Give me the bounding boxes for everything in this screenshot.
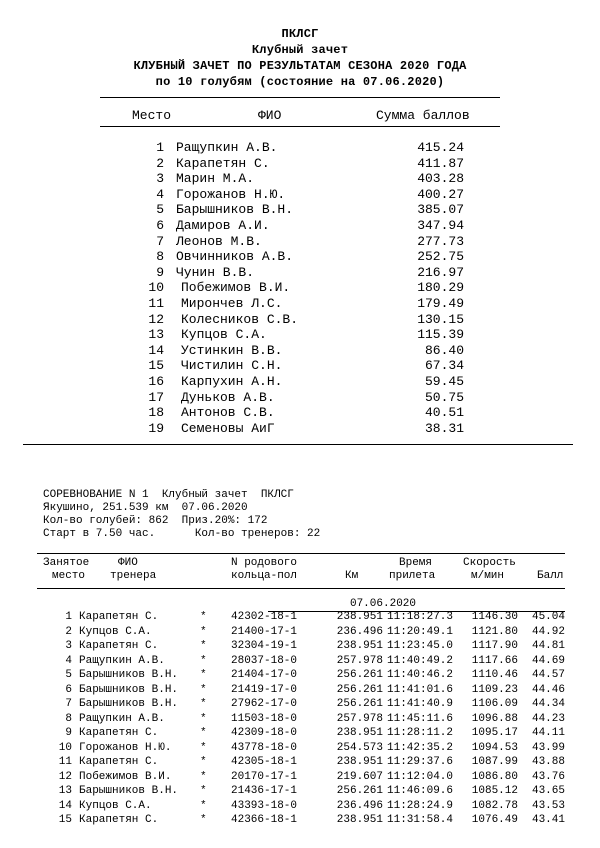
standings-score: 180.29 <box>417 280 464 296</box>
standings-place: 1 <box>156 140 164 155</box>
results-speed: 1085.12 <box>471 785 518 797</box>
results-header-speed-1: Скорость <box>463 557 516 569</box>
results-name: Побежимов В.И. <box>79 770 172 783</box>
standings-place: 17 <box>148 389 164 405</box>
standings-score: 179.49 <box>417 296 464 311</box>
report-subtitle-2: по 10 голубям (состояние на 07.06.2020) <box>155 75 445 89</box>
standings-score: 411.87 <box>417 155 464 171</box>
results-points: 44.23 <box>531 712 565 725</box>
results-points: 44.69 <box>531 654 565 667</box>
results-place: 4 <box>65 654 72 667</box>
org-title: ПКЛСГ <box>281 27 319 41</box>
results-ring: 27962-17-0 <box>231 698 298 710</box>
results-place: 10 <box>58 741 72 754</box>
results-name: Барышников В.Н. <box>79 683 179 696</box>
results-time: 11:42:35.2 <box>387 741 454 754</box>
standings-place: 3 <box>156 171 164 187</box>
standings-place: 15 <box>148 358 164 374</box>
standings-place: 18 <box>148 405 164 421</box>
standings-place: 14 <box>148 342 164 358</box>
results-mark: * <box>200 683 207 696</box>
results-header-ring-1: N родового <box>231 557 298 569</box>
results-mark: * <box>200 611 207 623</box>
results-km: 256.261 <box>336 785 383 797</box>
standings-place: 5 <box>156 202 164 218</box>
results-mark: * <box>200 698 207 710</box>
results-ring: 21404-17-0 <box>231 669 298 681</box>
standings-header-score: Сумма баллов <box>376 108 470 123</box>
standings-name: Леонов М.В. <box>176 233 262 249</box>
standings-score: 40.51 <box>424 405 464 421</box>
standings-score: 347.94 <box>417 218 464 233</box>
results-ring: 43778-18-0 <box>231 741 298 754</box>
standings-score: 59.45 <box>424 374 464 389</box>
results-time: 11:40:49.2 <box>387 654 454 667</box>
results-km: 219.607 <box>336 770 383 783</box>
results-speed: 1086.80 <box>471 770 518 783</box>
standings-header-rule <box>100 126 500 127</box>
results-name: Барышников В.Н. <box>79 785 179 797</box>
standings-place: 19 <box>148 420 164 436</box>
competition-start: Старт в 7.50 час. Кол-во тренеров: 22 <box>43 528 321 540</box>
results-speed: 1076.49 <box>471 814 518 826</box>
results-header-points: Балл <box>537 570 564 582</box>
standings-name: Антонов С.В. <box>181 405 275 421</box>
results-km: 257.978 <box>336 712 383 725</box>
results-place: 12 <box>58 770 72 783</box>
report-subtitle: Клубный зачет <box>251 43 349 57</box>
standings-name: Марин М.А. <box>176 171 255 187</box>
results-place: 8 <box>65 712 72 725</box>
results-km: 256.261 <box>336 669 383 681</box>
results-name: Горожанов Н.Ю. <box>79 741 172 754</box>
standings-name: Побежимов В.И. <box>181 280 291 296</box>
standings-score: 385.07 <box>417 202 464 218</box>
results-speed: 1096.88 <box>471 712 518 725</box>
results-points: 43.99 <box>531 741 565 754</box>
standings-place: 12 <box>148 311 164 327</box>
standings-top-rule <box>100 97 500 98</box>
results-time: 11:28:24.9 <box>387 799 454 812</box>
results-mark: * <box>200 770 207 783</box>
results-speed: 1117.66 <box>471 654 518 667</box>
standings-name: Карапетян С. <box>176 155 270 171</box>
results-name: Барышников В.Н. <box>79 669 179 681</box>
results-mark: * <box>200 640 207 652</box>
results-ring: 21436-17-1 <box>231 785 298 797</box>
standings-score: 216.97 <box>417 264 464 280</box>
competition-location: Якушино, 251.539 км 07.06.2020 <box>43 502 248 514</box>
results-km: 256.261 <box>336 698 383 710</box>
results-points: 45.04 <box>531 611 565 623</box>
standings-score: 115.39 <box>417 327 464 343</box>
standings-place: 13 <box>148 327 164 343</box>
standings-place: 8 <box>156 249 164 265</box>
standings-score: 38.31 <box>424 420 464 436</box>
results-ring: 21400-17-1 <box>231 625 298 638</box>
standings-name: Карпухин А.Н. <box>181 374 283 389</box>
results-header-place-2: место <box>52 570 86 582</box>
results-speed: 1117.90 <box>471 640 518 652</box>
results-speed: 1106.09 <box>471 698 518 710</box>
results-points: 44.34 <box>531 698 565 710</box>
results-name: Карапетян С. <box>79 727 159 739</box>
results-header-place-1: Занятое <box>43 557 90 569</box>
standings-name: Овчинников А.В. <box>176 249 294 265</box>
standings-place: 11 <box>148 296 164 311</box>
results-points: 44.57 <box>531 669 565 681</box>
results-time: 11:41:40.9 <box>387 698 454 710</box>
results-place: 13 <box>58 785 72 797</box>
standings-score: 67.34 <box>424 358 464 374</box>
results-mark: * <box>200 654 207 667</box>
results-name: Барышников В.Н. <box>79 698 179 710</box>
results-km: 257.978 <box>336 654 383 667</box>
results-place: 7 <box>65 698 72 710</box>
results-speed: 1110.46 <box>471 669 518 681</box>
results-date: 07.06.2020 <box>349 598 416 610</box>
results-points: 44.11 <box>531 727 565 739</box>
results-time: 11:41:01.6 <box>387 683 454 696</box>
results-points: 44.46 <box>531 683 565 696</box>
results-name: Ращупкин А.В. <box>79 654 165 667</box>
results-header-time-2: прилета <box>389 570 436 582</box>
results-name: Карапетян С. <box>79 756 159 768</box>
results-ring: 43393-18-0 <box>231 799 298 812</box>
results-header-name-1: ФИО <box>118 557 138 569</box>
results-speed: 1094.53 <box>471 741 518 754</box>
results-ring: 42302-18-1 <box>231 611 298 623</box>
results-time: 11:18:27.3 <box>387 611 454 623</box>
standings-score: 50.75 <box>424 389 464 405</box>
results-points: 43.41 <box>531 814 565 826</box>
results-km: 238.951 <box>336 814 383 826</box>
standings-place: 2 <box>156 155 164 171</box>
results-mark: * <box>200 712 207 725</box>
results-place: 9 <box>65 727 72 739</box>
results-name: Купцов С.А. <box>79 625 152 638</box>
standings-name: Горожанов Н.Ю. <box>176 186 286 202</box>
results-time: 11:45:11.6 <box>387 712 454 725</box>
results-mark: * <box>200 814 207 826</box>
standings-header-place: Место <box>132 108 172 123</box>
results-time: 11:40:46.2 <box>387 669 454 681</box>
results-km: 238.951 <box>336 756 383 768</box>
results-place: 3 <box>65 640 72 652</box>
results-top-rule <box>37 553 565 554</box>
standings-place: 9 <box>156 264 164 280</box>
standings-score: 252.75 <box>417 249 464 265</box>
standings-name: Чунин В.В. <box>176 264 255 280</box>
results-points: 44.92 <box>531 625 565 638</box>
results-ring: 32304-19-1 <box>231 640 298 652</box>
competition-pigeon-count: Кол-во голубей: 862 Приз.20%: 172 <box>43 515 268 527</box>
results-ring: 42309-18-0 <box>231 727 298 739</box>
results-mark: * <box>200 741 207 754</box>
results-header-km: Км <box>345 570 359 582</box>
results-place: 11 <box>58 756 72 768</box>
results-mark: * <box>200 799 207 812</box>
standings-bottom-rule <box>23 444 573 445</box>
report-title: КЛУБНЫЙ ЗАЧЕТ ПО РЕЗУЛЬТАТАМ СЕЗОНА 2020 ГОДА <box>133 59 467 73</box>
standings-place: 6 <box>156 218 164 233</box>
results-header-ring-2: кольца-пол <box>231 570 298 582</box>
results-points: 43.76 <box>531 770 565 783</box>
standings-name: Ращупкин А.В. <box>176 140 278 155</box>
results-header-time-1: Время <box>399 557 433 569</box>
results-ring: 28037-18-0 <box>231 654 298 667</box>
results-name: Ращупкин А.В. <box>79 712 165 725</box>
results-ring: 42305-18-1 <box>231 756 298 768</box>
results-header-speed-2: м/мин <box>471 570 505 582</box>
standings-place: 16 <box>148 374 164 389</box>
results-place: 1 <box>65 611 72 623</box>
standings-name: Устинкин В.В. <box>181 342 283 358</box>
results-points: 43.88 <box>531 756 565 768</box>
results-km: 238.951 <box>336 727 383 739</box>
standings-score: 277.73 <box>417 233 464 249</box>
standings-score: 400.27 <box>417 186 464 202</box>
standings-name: Семеновы АиГ <box>181 420 275 436</box>
results-ring: 42366-18-1 <box>231 814 298 826</box>
standings-name: Дуньков А.В. <box>181 389 275 405</box>
results-time: 11:20:49.1 <box>387 625 454 638</box>
results-km: 238.951 <box>336 640 383 652</box>
results-speed: 1146.30 <box>471 611 518 623</box>
standings-place: 7 <box>156 233 164 249</box>
results-name: Карапетян С. <box>79 611 159 623</box>
standings-name: Дамиров А.И. <box>176 218 270 233</box>
standings-score: 415.24 <box>417 140 464 155</box>
results-place: 5 <box>65 669 72 681</box>
results-km: 254.573 <box>336 741 383 754</box>
results-km: 236.496 <box>336 625 383 638</box>
results-ring: 21419-17-0 <box>231 683 298 696</box>
competition-name: СОРЕВНОВАНИЕ N 1 Клубный зачет ПКЛСГ <box>43 489 294 501</box>
standings-name: Мирончев Л.С. <box>181 296 283 311</box>
results-time: 11:12:04.0 <box>387 770 454 783</box>
results-mark: * <box>200 756 207 768</box>
results-name: Карапетян С. <box>79 640 159 652</box>
standings-score: 403.28 <box>417 171 464 187</box>
results-speed: 1082.78 <box>471 799 518 812</box>
results-speed: 1095.17 <box>471 727 518 739</box>
results-place: 14 <box>58 799 72 812</box>
standings-header-name: ФИО <box>258 108 282 123</box>
results-time: 11:23:45.0 <box>387 640 454 652</box>
results-mark: * <box>200 625 207 638</box>
results-points: 43.65 <box>531 785 565 797</box>
standings-name: Барышников В.Н. <box>176 202 294 218</box>
results-km: 256.261 <box>336 683 383 696</box>
results-points: 44.81 <box>531 640 565 652</box>
results-place: 2 <box>65 625 72 638</box>
results-ring: 11503-18-0 <box>231 712 298 725</box>
results-km: 236.496 <box>336 799 383 812</box>
results-mark: * <box>200 669 207 681</box>
results-speed: 1109.23 <box>471 683 518 696</box>
standings-name: Купцов С.А. <box>181 327 267 343</box>
standings-score: 86.40 <box>424 342 464 358</box>
results-speed: 1087.99 <box>471 756 518 768</box>
results-place: 6 <box>65 683 72 696</box>
standings-name: Колесников С.В. <box>181 311 299 327</box>
standings-place: 4 <box>156 186 164 202</box>
results-mark: * <box>200 727 207 739</box>
results-header-rule <box>37 588 565 589</box>
standings-name: Чистилин С.Н. <box>181 358 283 374</box>
results-time: 11:46:09.6 <box>387 785 454 797</box>
results-ring: 20170-17-1 <box>231 770 298 783</box>
results-km: 238.951 <box>336 611 383 623</box>
results-name: Купцов С.А. <box>79 799 152 812</box>
standings-place: 10 <box>148 280 164 296</box>
results-speed: 1121.80 <box>471 625 518 638</box>
standings-score: 130.15 <box>417 311 464 327</box>
results-name: Карапетян С. <box>79 814 159 826</box>
results-place: 15 <box>58 814 72 826</box>
results-points: 43.53 <box>531 799 565 812</box>
results-mark: * <box>200 785 207 797</box>
results-header-name-2: тренера <box>110 570 157 582</box>
results-time: 11:31:58.4 <box>387 814 454 826</box>
results-time: 11:29:37.6 <box>387 756 454 768</box>
results-time: 11:28:11.2 <box>387 727 454 739</box>
